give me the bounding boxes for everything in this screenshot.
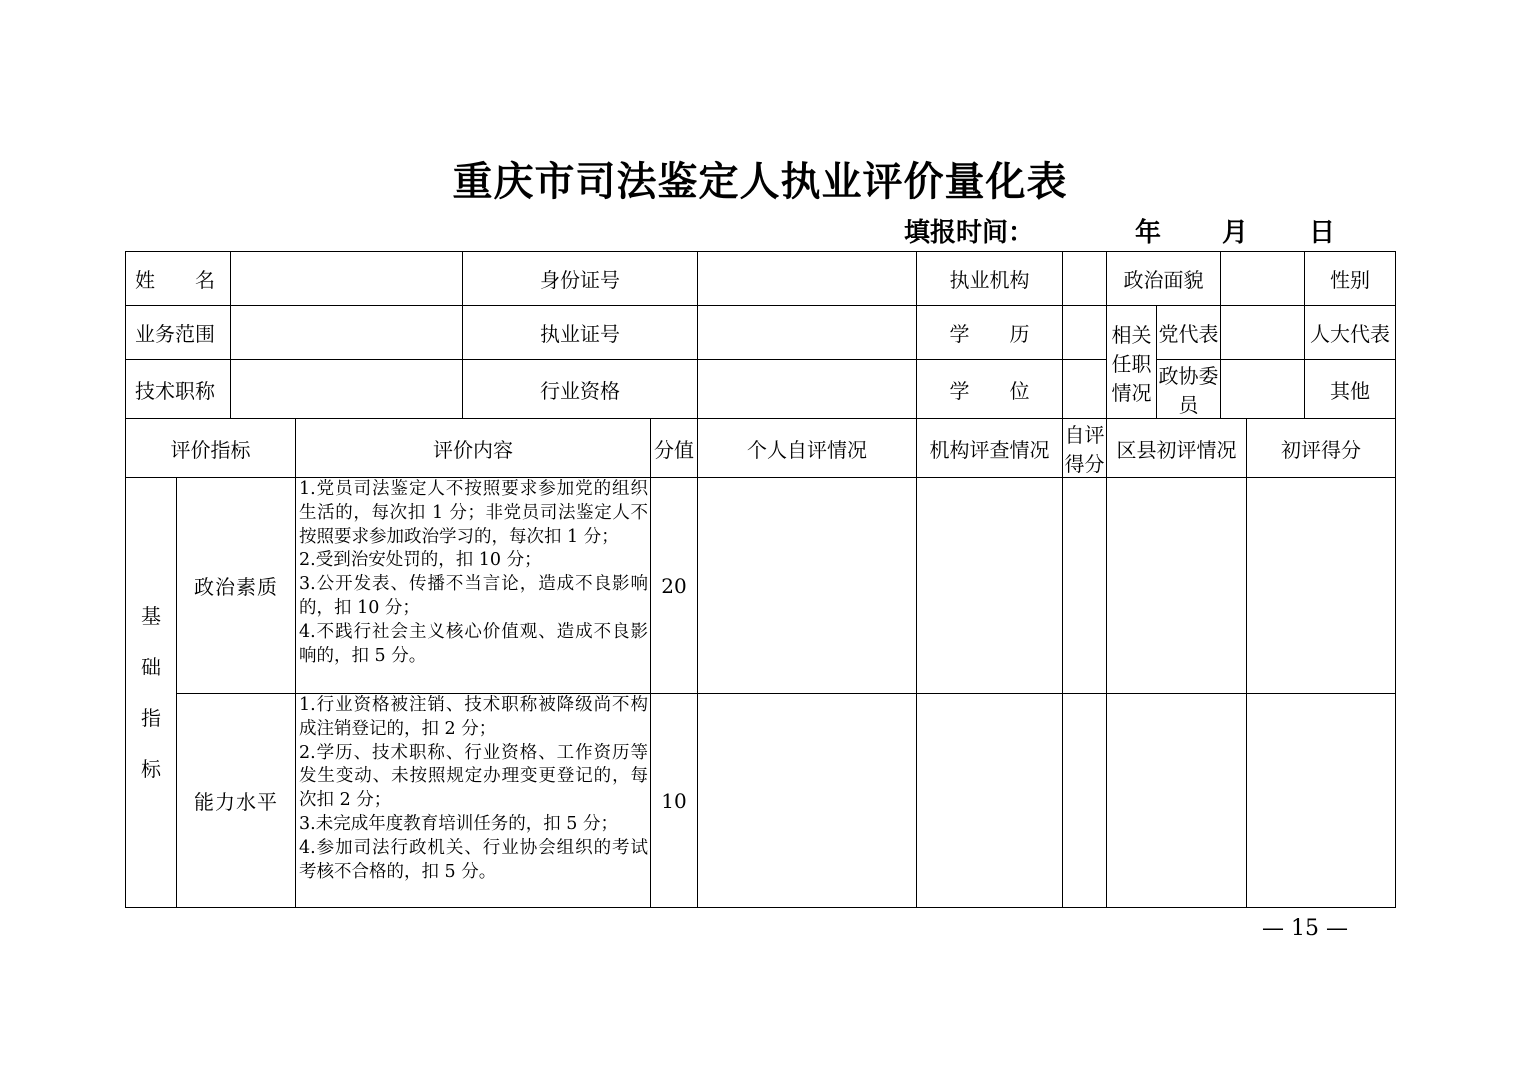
fill-time-day: 日 <box>1309 218 1336 248</box>
fill-time-month: 月 <box>1222 218 1249 248</box>
label-scope: 业务范围 <box>126 306 231 360</box>
category-char: 指 <box>141 705 161 730</box>
org-review-political[interactable] <box>917 478 1063 694</box>
content-item: 1.行业资格被注销、技术职称被降级尚不构成注销登记的，扣 2 分； <box>299 695 648 739</box>
header-content: 评价内容 <box>296 419 651 478</box>
label-political: 政治面貌 <box>1107 252 1221 306</box>
label-cppcc: 政协委员 <box>1157 360 1221 419</box>
content-item: 1.党员司法鉴定人不按照要求参加党的组织生活的，每次扣 1 分；非党员司法鉴定人不按照要求参加政治学习的，每次扣 1 分； <box>299 479 648 547</box>
header-indicator: 评价指标 <box>126 419 296 478</box>
label-positions: 相关任职情况 <box>1107 306 1157 419</box>
initial-score-ability[interactable] <box>1247 694 1396 908</box>
header-district-eval: 区县初评情况 <box>1107 419 1247 478</box>
value-education[interactable] <box>1063 306 1107 360</box>
value-license-no[interactable] <box>698 306 917 360</box>
label-id-no: 身份证号 <box>463 252 698 306</box>
label-npc-rep: 人大代表 <box>1305 306 1396 360</box>
value-qualification[interactable] <box>698 360 917 419</box>
indicator-political: 政治素质 <box>177 478 296 694</box>
category-basic-indicator <box>126 478 177 908</box>
label-gender: 性别 <box>1305 252 1396 306</box>
content-item: 2.受到治安处罚的，扣 10 分； <box>299 550 542 571</box>
content-item: 3.公开发表、传播不当言论，造成不良影响的，扣 10 分； <box>299 574 648 618</box>
label-name: 姓 名 <box>126 252 231 306</box>
value-scope[interactable] <box>231 306 463 360</box>
page-title: 重庆市司法鉴定人执业评价量化表 <box>452 159 1068 205</box>
label-education: 学 历 <box>917 306 1063 360</box>
value-org[interactable] <box>1063 252 1107 306</box>
content-item: 2.学历、技术职称、行业资格、工作资历等发生变动、未按照规定办理变更登记的，每次扣 2 分； <box>299 742 648 811</box>
score-political: 20 <box>651 478 698 694</box>
header-org-review: 机构评查情况 <box>917 419 1063 478</box>
header-initial-score: 初评得分 <box>1247 419 1396 478</box>
label-org: 执业机构 <box>917 252 1063 306</box>
fill-time-year: 年 <box>1135 218 1162 248</box>
self-eval-ability[interactable] <box>698 694 917 908</box>
label-other: 其他 <box>1305 360 1396 419</box>
self-score-political[interactable] <box>1063 478 1107 694</box>
indicator-ability: 能力水平 <box>177 694 296 908</box>
value-degree[interactable] <box>1063 360 1107 419</box>
category-char: 础 <box>141 654 161 679</box>
page-number: — 15 — <box>1262 916 1348 941</box>
value-tech-title[interactable] <box>231 360 463 419</box>
content-item: 4.不践行社会主义核心价值观、造成不良影响的，扣 5 分。 <box>299 621 648 666</box>
content-item: 3.未完成年度教育培训任务的，扣 5 分； <box>299 813 618 834</box>
value-party-rep[interactable] <box>1221 306 1305 360</box>
label-party-rep: 党代表 <box>1157 306 1221 360</box>
value-id-no[interactable] <box>698 252 917 306</box>
self-eval-political[interactable] <box>698 478 917 694</box>
fill-time-label: 填报时间： <box>904 218 1035 248</box>
score-ability: 10 <box>651 694 698 908</box>
org-review-ability[interactable] <box>917 694 1063 908</box>
label-qualification: 行业资格 <box>463 360 698 419</box>
evaluation-table <box>125 251 1396 908</box>
initial-score-political[interactable] <box>1247 478 1396 694</box>
category-char: 基 <box>141 603 161 628</box>
header-score: 分值 <box>651 419 698 478</box>
value-political[interactable] <box>1221 252 1305 306</box>
header-self-score: 自评得分 <box>1063 419 1107 478</box>
fill-time <box>904 212 1344 252</box>
label-tech-title: 技术职称 <box>126 360 231 419</box>
district-eval-political[interactable] <box>1107 478 1247 694</box>
district-eval-ability[interactable] <box>1107 694 1247 908</box>
content-item: 4.参加司法行政机关、行业协会组织的考试考核不合格的，扣 5 分。 <box>299 837 648 882</box>
label-degree: 学 位 <box>917 360 1063 419</box>
value-name[interactable] <box>231 252 463 306</box>
content-ability <box>296 694 651 908</box>
header-self-eval: 个人自评情况 <box>698 419 917 478</box>
value-cppcc[interactable] <box>1221 360 1305 419</box>
category-char: 标 <box>141 756 161 781</box>
content-political <box>296 478 651 694</box>
self-score-ability[interactable] <box>1063 694 1107 908</box>
label-license-no: 执业证号 <box>463 306 698 360</box>
